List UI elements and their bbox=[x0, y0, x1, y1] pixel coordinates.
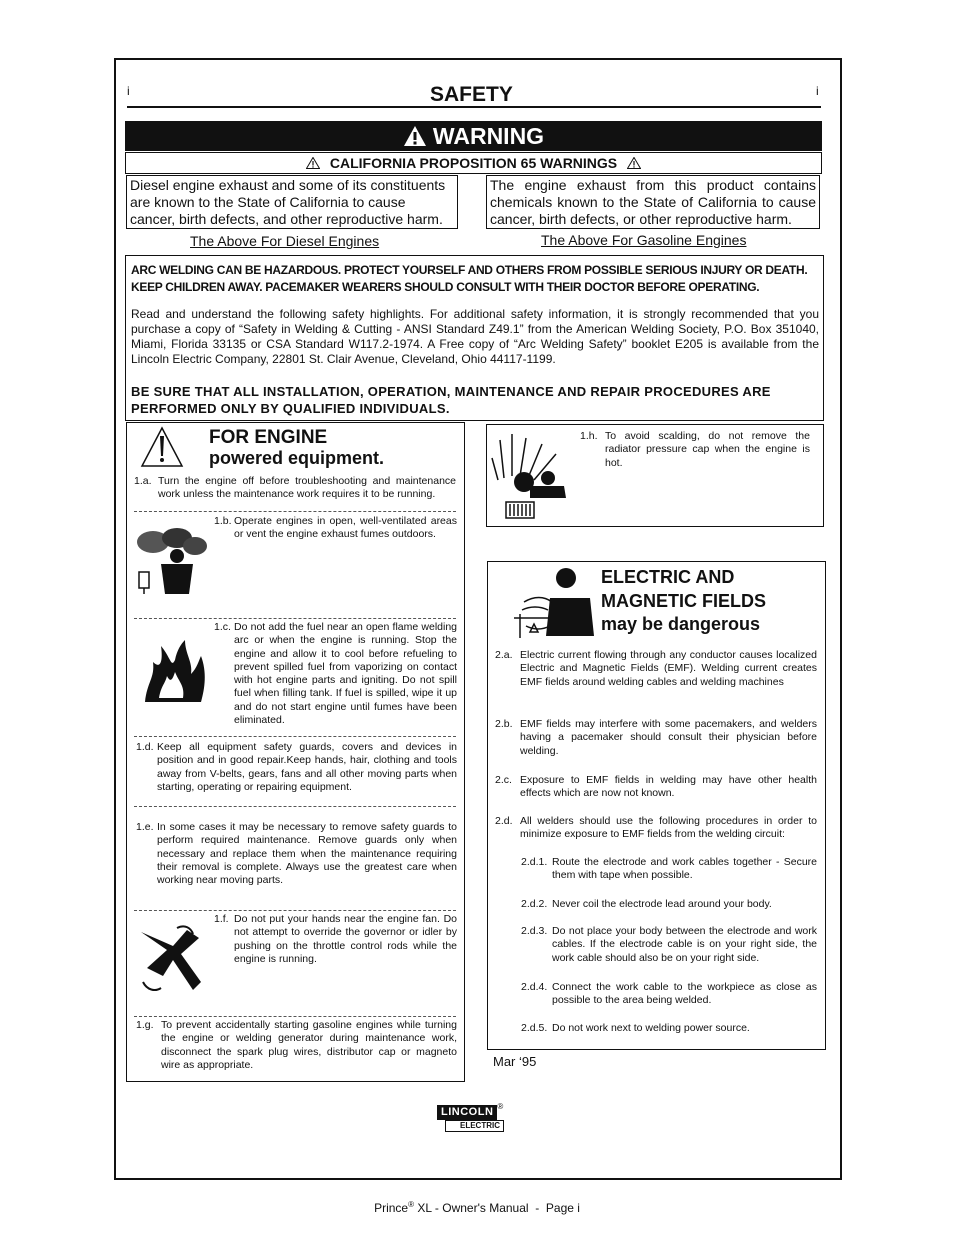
divider bbox=[134, 910, 456, 911]
footer-rest: XL - Owner's Manual - Page i bbox=[414, 1201, 580, 1215]
engine-title: FOR ENGINE bbox=[209, 427, 328, 448]
revision-date: Mar ‘95 bbox=[493, 1054, 537, 1069]
item-number: 2.d.4. bbox=[521, 981, 548, 993]
item-number: 1.d. bbox=[136, 741, 154, 753]
prop65-title-bar bbox=[125, 152, 822, 174]
lincoln-electric-logo bbox=[437, 1102, 504, 1132]
prop65-title: CALIFORNIA PROPOSITION 65 WARNINGS bbox=[329, 155, 618, 171]
gasoline-warning-box: The engine exhaust from this product contains chemicals known to the State of California to cause cancer, birth defects, or other reproductive harm. bbox=[486, 175, 820, 229]
engine-fan-hand-icon bbox=[133, 920, 209, 996]
logo-bottom: ELECTRIC bbox=[445, 1120, 504, 1132]
radiator-item-1h bbox=[580, 430, 810, 470]
divider bbox=[134, 736, 456, 737]
engine-item-1a bbox=[134, 475, 456, 502]
item-text: In some cases it may be necessary to remove safety guards to perform required maintenance. Remove guards only when necessary and replace them when the maintenance requiring their removal is complete. Always use the greatest care when working near moving parts. bbox=[157, 821, 457, 887]
page-footer bbox=[0, 1200, 954, 1215]
item-text: Operate engines in open, well-ventilated areas or vent the engine exhaust fumes outdoors. bbox=[234, 515, 457, 541]
item-text: All welders should use the following procedures in order to minimize exposure to EMF fields from the welding circuit: bbox=[520, 815, 817, 841]
emf-item-2b bbox=[495, 718, 817, 758]
qualified-individuals-notice: BE SURE THAT ALL INSTALLATION, OPERATION, MAINTENANCE AND REPAIR PROCEDURES ARE PERFORMED ONLY BY QUALIFIED INDIVIDUALS. bbox=[131, 384, 771, 416]
item-text: Do not put your hands near the engine fan. Do not attempt to override the governor or idler by pushing on the throttle control rods while the engine is running. bbox=[234, 913, 457, 965]
emf-title-line1: ELECTRIC AND bbox=[601, 567, 735, 587]
divider bbox=[134, 806, 456, 807]
item-text: Exposure to EMF fields in welding may have other health effects which are now not known. bbox=[520, 774, 817, 800]
item-number: 1.c. bbox=[214, 621, 231, 633]
emf-title bbox=[601, 566, 766, 637]
exhaust-fumes-icon bbox=[131, 524, 209, 596]
item-number: 2.d. bbox=[495, 815, 513, 827]
gasoline-caption: The Above For Gasoline Engines bbox=[541, 232, 747, 248]
welder-emf-icon bbox=[510, 566, 596, 638]
caution-triangle-icon bbox=[306, 157, 320, 169]
item-number: 1.h. bbox=[580, 430, 598, 442]
item-text: Connect the work cable to the workpiece as close as possible to the area being welded. bbox=[552, 981, 817, 1007]
item-text: Electric current flowing through any conductor causes localized Electric and Magnetic Fields (EMF). Welding current creates EMF fields around welding cables and welding machines bbox=[520, 649, 817, 688]
arc-welding-heading: ARC WELDING CAN BE HAZARDOUS. PROTECT YOURSELF AND OTHERS FROM POSSIBLE SERIOUS INJURY OR DEATH. KEEP CHILDREN AWAY. PACEMAKER WEARERS SHOULD CONSULT WITH THEIR DOCTOR BEFORE OPERATING. bbox=[131, 263, 808, 294]
item-number: 1.b. bbox=[214, 515, 232, 527]
item-text: Keep all equipment safety guards, covers and devices in position and in good repair.Keep hands, hair, clothing and tools away from V-belts, gears, fans and all other moving parts when starting, operating or repairing equipment. bbox=[157, 741, 457, 793]
diesel-warning-box: Diesel engine exhaust and some of its constituents are known to the State of California to cause cancer, birth defects, and other reproductive harm. bbox=[126, 175, 458, 229]
item-number: 1.f. bbox=[214, 913, 229, 925]
item-number: 2.d.5. bbox=[521, 1022, 548, 1034]
item-number: 1.e. bbox=[136, 821, 154, 833]
warning-banner bbox=[125, 121, 822, 151]
item-number: 2.d.3. bbox=[521, 925, 548, 937]
fire-icon bbox=[141, 638, 209, 704]
logo-reg: ® bbox=[497, 1102, 504, 1111]
item-text: To prevent accidentally starting gasoline engines while turning the engine or welding generator during maintenance work, disconnect the spark plug wires, distributor cap or magneto wire as appropriate. bbox=[161, 1019, 457, 1071]
engine-item-1e bbox=[136, 821, 457, 887]
warning-icon bbox=[403, 125, 427, 147]
item-text: Do not place your body between the electrode and work cables. If the electrode cable is on your right side, the work cable should also be on your right side. bbox=[552, 925, 817, 964]
engine-item-1c bbox=[214, 621, 457, 727]
scalding-radiator-icon bbox=[490, 428, 570, 520]
divider bbox=[134, 1016, 456, 1017]
page-number-right: i bbox=[816, 84, 819, 98]
item-number: 1.a. bbox=[134, 475, 152, 487]
item-text: To avoid scalding, do not remove the radiator pressure cap when the engine is hot. bbox=[605, 430, 810, 469]
arc-welding-paragraph: Read and understand the following safety highlights. For additional safety information, it is strongly recommended that you purchase a copy of “Safety in Welding & Cutting - ANSI Standard Z49.1” from the American Welding Society, P.O. Box 351040, Miami, Florida 33135 or CSA Standard W117.2-1974. A Free copy of “Arc Welding Safety” booklet E205 is available from the Lincoln Electric Company, 22801 St. Clair Avenue, Cleveland, Ohio 44117-1199. bbox=[131, 307, 819, 366]
emf-item-2a bbox=[495, 649, 817, 689]
item-text: Do not add the fuel near an open flame welding arc or when the engine is running. Stop the engine and allow it to cool before refueling to prevent spilled fuel from vaporizing on contact with hot engine parts and igniting. Do not spill fuel when filling tank. If fuel is spilled, wipe it up and do not start engine until fumes have been eliminated. bbox=[234, 621, 457, 727]
item-number: 2.a. bbox=[495, 649, 513, 661]
emf-item-2d1 bbox=[521, 856, 817, 883]
engine-subtitle: powered equipment. bbox=[209, 448, 385, 468]
emf-item-2d5 bbox=[521, 1022, 817, 1035]
emf-item-2d2 bbox=[521, 898, 817, 911]
engine-item-1d bbox=[136, 741, 457, 794]
item-number: 2.d.2. bbox=[521, 898, 548, 910]
item-number: 2.b. bbox=[495, 718, 513, 730]
title-rule bbox=[127, 106, 821, 108]
engine-item-1g bbox=[136, 1019, 457, 1072]
emf-item-2d3 bbox=[521, 925, 817, 965]
page-title: SAFETY bbox=[430, 83, 513, 106]
item-number: 1.g. bbox=[136, 1019, 154, 1031]
caution-triangle-icon bbox=[627, 157, 641, 169]
footer-reg: ® bbox=[408, 1200, 414, 1209]
item-text: Do not work next to welding power source. bbox=[552, 1022, 750, 1034]
emf-title-line3: may be dangerous bbox=[601, 614, 761, 634]
item-text: Never coil the electrode lead around your body. bbox=[552, 898, 772, 910]
warning-label: WARNING bbox=[432, 122, 545, 149]
logo-top: LINCOLN bbox=[437, 1105, 497, 1120]
item-text: Route the electrode and work cables together - Secure them with tape when possible. bbox=[552, 856, 817, 882]
diesel-caption: The Above For Diesel Engines bbox=[190, 233, 380, 249]
engine-item-1b bbox=[214, 515, 457, 542]
divider bbox=[134, 511, 456, 512]
item-number: 2.d.1. bbox=[521, 856, 548, 868]
item-number: 2.c. bbox=[495, 774, 512, 786]
footer-product: Prince bbox=[374, 1201, 409, 1215]
emf-title-line2: MAGNETIC FIELDS bbox=[601, 590, 766, 611]
item-text: Turn the engine off before troubleshooting and maintenance work unless the maintenance work requires it to be running. bbox=[158, 475, 456, 501]
page-number-left: i bbox=[127, 84, 130, 98]
engine-item-1f bbox=[214, 913, 457, 966]
emf-item-2d bbox=[495, 815, 817, 842]
divider bbox=[134, 618, 456, 619]
emf-item-2c bbox=[495, 774, 817, 801]
emf-item-2d4 bbox=[521, 981, 817, 1008]
exclamation-triangle-icon bbox=[140, 426, 184, 468]
item-text: EMF fields may interfere with some pacemakers, and welders having a pacemaker should consult their physician before welding. bbox=[520, 718, 817, 757]
